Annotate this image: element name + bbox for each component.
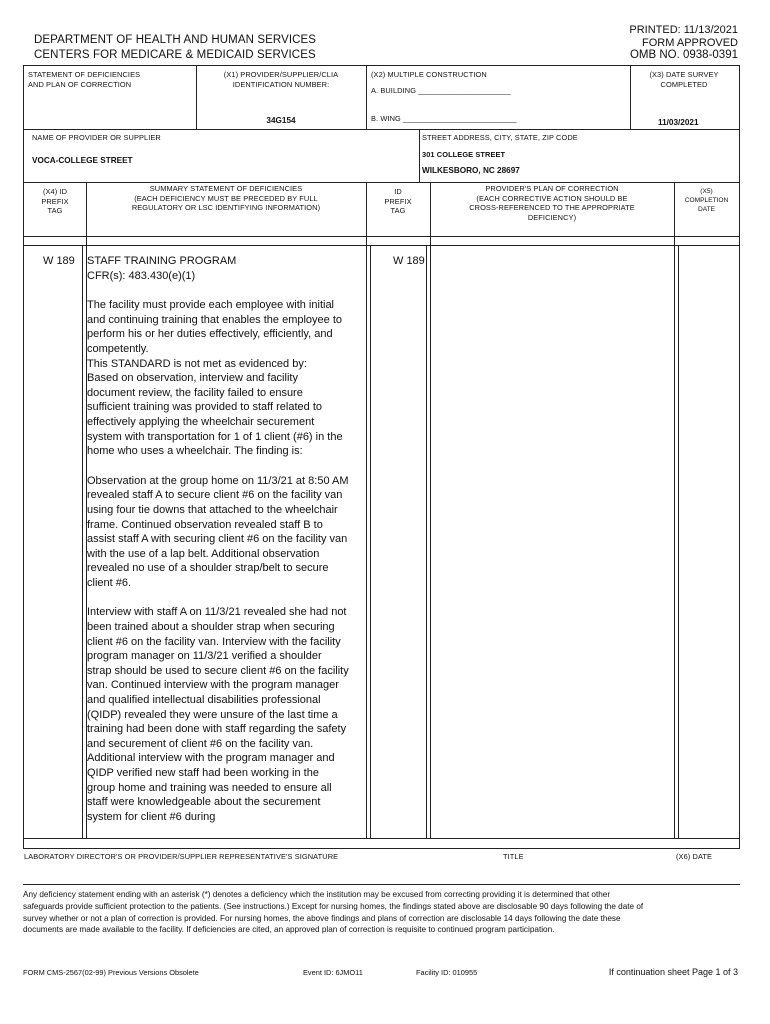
x4-header-line: (X4) ID bbox=[42, 187, 68, 196]
printed-date: PRINTED: 11/13/2021 bbox=[629, 24, 738, 36]
deficiency-title: STAFF TRAINING PROGRAM bbox=[87, 255, 237, 267]
deficiency-tag: W 189 bbox=[43, 255, 75, 267]
centers-name: CENTERS FOR MEDICARE & MEDICAID SERVICES bbox=[34, 49, 316, 61]
event-id: Event ID: 6JMO11 bbox=[303, 968, 363, 977]
department-name: DEPARTMENT OF HEALTH AND HUMAN SERVICES bbox=[34, 34, 317, 46]
x3-label: (X3) DATE SURVEY bbox=[649, 70, 719, 79]
divider bbox=[370, 245, 371, 838]
divider bbox=[630, 66, 631, 130]
statement-cell bbox=[28, 70, 140, 89]
summary-header bbox=[86, 184, 366, 213]
plan-header-line: DEFICIENCY) bbox=[527, 212, 577, 222]
survey-date: 11/03/2021 bbox=[658, 118, 699, 127]
x5-header bbox=[674, 187, 739, 214]
provider-name: VOCA-COLLEGE STREET bbox=[32, 156, 133, 165]
divider bbox=[366, 182, 367, 838]
clia-number: 34G154 bbox=[266, 116, 296, 125]
agency-header bbox=[34, 33, 316, 63]
x1-sublabel: IDENTIFICATION NUMBER: bbox=[232, 79, 330, 89]
statement-label: STATEMENT OF DEFICIENCIES bbox=[28, 70, 141, 79]
x4-header bbox=[24, 187, 86, 216]
x5-header-line: (X5) bbox=[700, 188, 713, 195]
plan-header-line: PROVIDER'S PLAN OF CORRECTION bbox=[485, 184, 619, 193]
summary-header-line: SUMMARY STATEMENT OF DEFICIENCIES bbox=[149, 184, 303, 193]
summary-header-line: (EACH DEFICIENCY MUST BE PRECEDED BY FULL bbox=[134, 193, 318, 203]
x5-header-line: DATE bbox=[697, 206, 716, 213]
address-street: 301 COLLEGE STREET bbox=[422, 150, 506, 159]
divider bbox=[23, 884, 740, 885]
divider bbox=[24, 129, 739, 130]
divider bbox=[24, 236, 739, 237]
summary-header-line: REGULATORY OR LSC IDENTIFYING INFORMATION) bbox=[131, 203, 321, 213]
plan-header-line: CROSS-REFERENCED TO THE APPROPRIATE bbox=[469, 203, 635, 213]
paragraph: Observation at the group home on 11/3/21 at 8:50 AM revealed staff A to secure client #6 on the facility van using four tie downs that attached to the wheelchair frame. Continued observation revealed staff B to assist staff A with securing client #6 on the facility van with the use of a lap belt. Additional observation revealed no use of a shoulder strap/belt to secure client #6. bbox=[87, 474, 349, 589]
cfr-reference: CFR(s): 483.430(e)(1) bbox=[87, 269, 196, 282]
provider-label: NAME OF PROVIDER OR SUPPLIER bbox=[32, 133, 161, 142]
wing-field: B. WING ___________________________ bbox=[371, 114, 517, 123]
x3-cell bbox=[634, 70, 734, 89]
plan-label: AND PLAN OF CORRECTION bbox=[28, 79, 132, 89]
id-header bbox=[366, 187, 430, 216]
paragraph: Interview with staff A on 11/3/21 revealed she had not been trained about a shoulder strap when securing client #6 on the facility van. Interview with the facility program manager on 11/3/21 verified a shoulder strap should be used to secure client #6 on the facility van. Continued interview with the program manager and qualified intellectual disabilities professional (QIDP) revealed they were unsure of the last time a training had been done with staff regarding the safety and securement of client #6 on the facility van. Additional interview with the program manager and QIDP verified new staff had been working in the group home and training was needed to ensure all staff were knowledgeable about the securement system for client #6 during bbox=[87, 606, 349, 823]
id-header-line: PREFIX bbox=[384, 196, 412, 206]
divider bbox=[426, 245, 427, 838]
form-approved: FORM APPROVED bbox=[642, 36, 738, 49]
facility-id: Facility ID: 010955 bbox=[416, 968, 478, 977]
omb-number: OMB NO. 0938-0391 bbox=[629, 49, 738, 61]
x6-date-label: (X6) DATE bbox=[676, 852, 713, 861]
divider bbox=[82, 245, 83, 838]
plan-header bbox=[430, 184, 674, 222]
page-indicator: If continuation sheet Page 1 of 3 bbox=[608, 967, 738, 977]
divider bbox=[430, 182, 431, 838]
id-header-line: ID bbox=[394, 187, 402, 196]
x2-label: (X2) MULTIPLE CONSTRUCTION bbox=[371, 70, 487, 79]
form-number: FORM CMS-2567(02-99) Previous Versions Obsolete bbox=[23, 968, 199, 977]
plan-header-line: (EACH CORRECTIVE ACTION SHOULD BE bbox=[476, 193, 628, 203]
x4-header-line: TAG bbox=[47, 206, 63, 216]
print-info bbox=[629, 24, 738, 62]
signature-label: LABORATORY DIRECTOR'S OR PROVIDER/SUPPLIER REPRESENTATIVE'S SIGNATURE bbox=[24, 852, 339, 861]
x1-label: (X1) PROVIDER/SUPPLIER/CLIA bbox=[223, 70, 339, 79]
divider bbox=[674, 182, 675, 838]
x3-sublabel: COMPLETED bbox=[660, 79, 708, 89]
x4-header-line: PREFIX bbox=[41, 196, 69, 206]
divider bbox=[419, 130, 420, 183]
correction-tag: W 189 bbox=[393, 255, 425, 267]
deficiency-text bbox=[87, 254, 349, 839]
title-label: TITLE bbox=[503, 852, 524, 861]
paragraph: The facility must provide each employee with initial and continuing training that enables the employee to perform his or her duties effectively, efficiently, and competently. This STANDARD is not met as evidenced by: Based on observation, interview and facility document review, the facility failed to ensure sufficient training was provided to staff related to effectively applying the wheelchair securement system with transportation for 1 of 1 client (#6) in the home who uses a wheelchair. The finding is: bbox=[87, 299, 343, 458]
divider bbox=[678, 245, 679, 838]
id-header-line: TAG bbox=[390, 206, 406, 216]
address-city: WILKESBORO, NC 28697 bbox=[422, 166, 520, 175]
x5-header-line: COMPLETION bbox=[684, 197, 729, 204]
divider bbox=[366, 66, 367, 130]
divider bbox=[24, 245, 739, 246]
divider bbox=[24, 182, 739, 183]
x1-cell bbox=[196, 70, 366, 89]
building-field: A. BUILDING ______________________ bbox=[371, 86, 511, 95]
disclaimer-text: Any deficiency statement ending with an asterisk (*) denotes a deficiency which the institution may be excused from correcting providing it is determined that other safeguards provide sufficient protection to the patients. (See instructions.) Except for nursing homes, the findings stated above are disclosable 90 days following the date of survey whether or not a plan of correction is provided. For nursing homes, the above findings and plans of correction are disclosable 14 days following the date these documents are made available to the facility. If deficiencies are cited, an approved plan of correction is requisite to continued program participation. bbox=[23, 890, 644, 935]
address-label: STREET ADDRESS, CITY, STATE, ZIP CODE bbox=[422, 133, 578, 142]
